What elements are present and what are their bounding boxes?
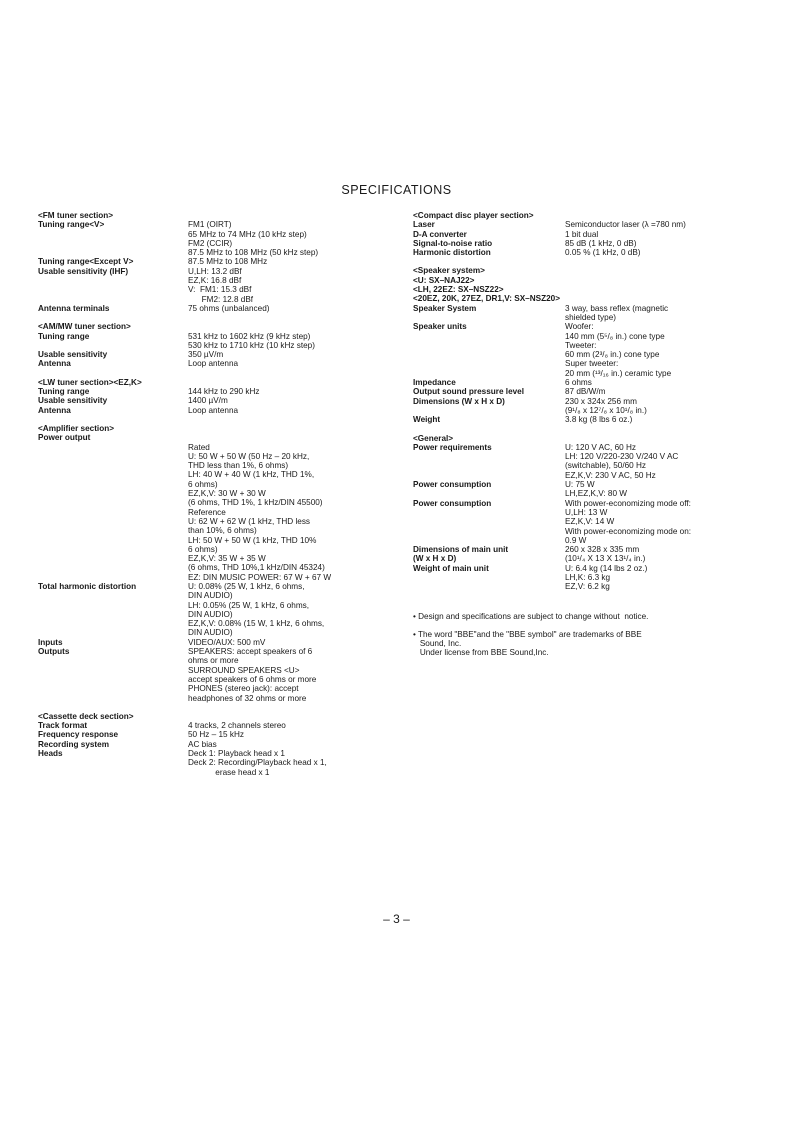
spec-row	[38, 749, 383, 777]
spec-value: U: 50 W + 50 W (50 Hz – 20 kHz,	[188, 451, 310, 461]
spec-row	[413, 322, 758, 378]
spec-row	[413, 387, 758, 396]
spec-value: Reference	[188, 507, 226, 517]
spec-value: LH: 50 W + 50 W (1 kHz, THD 10%	[188, 535, 317, 545]
spec-label-text: Laser	[413, 220, 435, 230]
spec-label-text: Total harmonic distortion	[38, 581, 137, 591]
spec-value: V: FM1: 15.3 dBf	[188, 285, 252, 295]
spec-label-text: Harmonic distortion	[413, 248, 491, 258]
spec-value: 260 x 328 x 335 mm	[565, 545, 640, 555]
spec-label-text: Antenna	[38, 405, 71, 415]
spec-value: EZ,K,V: 230 V AC, 50 Hz	[565, 470, 656, 480]
spec-value: than 10%, 6 ohms)	[188, 526, 257, 536]
spec-values	[188, 220, 383, 257]
spec-label-text: Speaker System	[413, 303, 477, 313]
spec-label-text: Power output	[38, 433, 91, 443]
spec-values	[565, 564, 758, 592]
spec-value: accept speakers of 6 ohms or more	[188, 674, 317, 684]
spec-label-text: Usable sensitivity	[38, 350, 108, 360]
spec-values	[565, 322, 758, 378]
spec-row	[38, 638, 383, 647]
spec-row	[38, 721, 383, 730]
spec-value: With power-economizing mode off:	[565, 498, 691, 508]
spec-value: 3 way, bass reflex (magnetic	[565, 303, 669, 313]
spec-value: 1400 µV/m	[188, 396, 228, 406]
spec-row	[413, 230, 758, 239]
spec-row	[413, 545, 758, 564]
spec-value	[188, 433, 383, 442]
spec-row	[38, 433, 383, 582]
spec-label	[38, 359, 188, 368]
spec-row	[38, 257, 383, 266]
spec-values	[565, 248, 758, 257]
spec-value: FM1 (OIRT)	[188, 220, 232, 230]
spec-label	[413, 248, 565, 257]
spec-value: (10¹/₄ X 13 X 13¹/₄ in.)	[565, 554, 646, 564]
spec-values	[188, 433, 383, 582]
spec-row	[413, 248, 758, 257]
spec-value: 75 ohms (unbalanced)	[188, 303, 270, 313]
spec-values	[188, 267, 383, 304]
spec-value: LH: 0.05% (25 W, 1 kHz, 6 ohms,	[188, 600, 310, 610]
section-subheading: <LH, 22EZ: SX–NSZ22>	[413, 285, 504, 295]
spec-value: 3.8 kg (8 lbs 6 oz.)	[565, 415, 633, 425]
spec-label-text: Usable sensitivity (IHF)	[38, 266, 129, 276]
section-heading: <LW tuner section><EZ,K>	[38, 377, 142, 387]
spec-value: EZ,K,V: 30 W + 30 W	[188, 489, 266, 499]
spec-label	[38, 257, 188, 266]
spec-value: PHONES (stereo jack): accept	[188, 684, 299, 694]
spec-value: 4 tracks, 2 channels stereo	[188, 721, 286, 731]
spec-value: FM2: 12.8 dBf	[188, 294, 254, 304]
spec-label	[413, 564, 565, 592]
spec-label-text: Inputs	[38, 637, 63, 647]
spec-value: EZ,V: 6.2 kg	[565, 582, 610, 592]
spec-value: 87.5 MHz to 108 MHz (50 kHz step)	[188, 248, 319, 258]
spec-value: 6 ohms)	[188, 544, 218, 554]
spec-value: U,LH: 13.2 dBf	[188, 266, 242, 276]
spec-values	[565, 480, 758, 499]
spec-label	[413, 230, 565, 239]
spec-value: VIDEO/AUX: 500 mV	[188, 637, 266, 647]
spec-values	[565, 499, 758, 545]
spec-values	[188, 396, 383, 405]
spec-value: 20 mm (¹³/₁₆ in.) ceramic type	[565, 368, 672, 378]
spec-label-text: Heads	[38, 749, 63, 759]
spec-label	[38, 387, 188, 396]
spec-value: 50 Hz – 15 kHz	[188, 730, 244, 740]
spec-value: U: 62 W + 62 W (1 kHz, THD less	[188, 516, 311, 526]
spec-value: EZ,K,V: 35 W + 35 W	[188, 554, 266, 564]
spec-row	[38, 647, 383, 703]
spec-row	[38, 332, 383, 351]
spec-values	[188, 638, 383, 647]
page-number: – 3 –	[383, 912, 410, 926]
spec-section	[413, 211, 758, 257]
spec-value: EZ,K,V: 0.08% (15 W, 1 kHz, 6 ohms,	[188, 619, 325, 629]
spec-values	[565, 415, 758, 424]
spec-value: headphones of 32 ohms or more	[188, 693, 307, 703]
spec-value: U: 6.4 kg (14 lbs 2 oz.)	[565, 563, 648, 573]
spec-label-text: Track format	[38, 721, 88, 731]
spec-label-text: Tuning range	[38, 387, 90, 397]
spec-value: 1 bit dual	[565, 229, 599, 239]
spec-values	[188, 740, 383, 749]
spec-value: 0.05 % (1 kHz, 0 dB)	[565, 248, 641, 258]
spec-value: 350 µV/m	[188, 350, 224, 360]
spec-values	[188, 332, 383, 351]
spec-label-text: Weight of main unit	[413, 563, 489, 573]
spec-value: U: 120 V AC, 60 Hz	[565, 442, 636, 452]
spec-label-text: Signal-to-noise ratio	[413, 238, 493, 248]
spec-label-text: Speaker units	[413, 322, 467, 332]
spec-label-text: D-A converter	[413, 229, 467, 239]
spec-row	[413, 564, 758, 592]
spec-value: EZ,K: 16.8 dBf	[188, 276, 242, 286]
spec-label	[413, 480, 565, 499]
note-item: • The word "BBE"and the "BBE symbol" are trademarks of BBE Sound, Inc. Under license from BBE Sound,Inc.	[413, 629, 642, 658]
spec-label-text: Weight	[413, 415, 441, 425]
spec-value: (9¹/₈ x 12⁷/₈ x 10¹/₈ in.)	[565, 405, 647, 415]
spec-row	[38, 396, 383, 405]
spec-values	[188, 350, 383, 359]
spec-value: Deck 1: Playback head x 1	[188, 749, 285, 759]
spec-label-text: Recording system	[38, 739, 109, 749]
spec-label	[38, 304, 188, 313]
spec-value: (6 ohms, THD 1%, 1 kHz/DIN 45500)	[188, 498, 323, 508]
spec-values	[188, 304, 383, 313]
spec-row	[38, 387, 383, 396]
section-heading: <General>	[413, 433, 454, 443]
notes	[413, 612, 758, 658]
spec-row	[38, 730, 383, 739]
spec-value: 230 x 324x 256 mm	[565, 396, 637, 406]
spec-row	[413, 415, 758, 424]
right-sections	[413, 211, 758, 592]
spec-value: Super tweeter:	[565, 359, 619, 369]
spec-label	[38, 721, 188, 730]
spec-values	[565, 378, 758, 387]
spec-row	[413, 480, 758, 499]
spec-values	[188, 359, 383, 368]
section-subheading: <U: SX–NAJ22>	[413, 275, 475, 285]
spec-label-text: Tuning range<V>	[38, 220, 105, 230]
spec-label	[413, 378, 565, 387]
spec-value: Loop antenna	[188, 359, 239, 369]
spec-label	[38, 582, 188, 638]
spec-label	[413, 322, 565, 378]
spec-label-text: Usable sensitivity	[38, 396, 108, 406]
spec-label	[38, 638, 188, 647]
spec-row	[413, 499, 758, 545]
spec-value: 530 kHz to 1710 kHz (10 kHz step)	[188, 340, 315, 350]
spec-section	[38, 211, 383, 313]
spec-label	[413, 545, 565, 564]
spec-value: LH,EZ,K,V: 80 W	[565, 489, 628, 499]
section-heading: <Compact disc player section>	[413, 211, 534, 220]
spec-row	[38, 304, 383, 313]
spec-value: Loop antenna	[188, 405, 239, 415]
spec-row	[38, 220, 383, 257]
spec-row	[413, 304, 758, 323]
spec-value: 6 ohms	[565, 378, 592, 388]
spec-values	[565, 239, 758, 248]
spec-value: (6 ohms, THD 10%,1 kHz/DIN 45324)	[188, 563, 325, 573]
spec-value: FM2 (CCIR)	[188, 238, 233, 248]
spec-label	[38, 740, 188, 749]
spec-values	[565, 443, 758, 480]
spec-value: Deck 2: Recording/Playback head x 1,	[188, 758, 327, 768]
spec-value: 144 kHz to 290 kHz	[188, 387, 260, 397]
spec-value: 0.9 W	[565, 535, 587, 545]
spec-row	[38, 267, 383, 304]
spec-section	[38, 712, 383, 777]
spec-row	[38, 582, 383, 638]
spec-label	[413, 499, 565, 545]
spec-label	[38, 220, 188, 257]
section-heading: <AM/MW tuner section>	[38, 322, 131, 332]
spec-value: LH: 120 V/220-230 V/240 V AC	[565, 452, 679, 462]
section-heading: <FM tuner section>	[38, 211, 114, 220]
spec-label-text: Frequency response	[38, 730, 119, 740]
spec-label	[413, 220, 565, 229]
spec-row	[38, 740, 383, 749]
spec-value: Woofer:	[565, 322, 594, 332]
spec-value: 85 dB (1 kHz, 0 dB)	[565, 238, 637, 248]
spec-label-text: Tuning range	[38, 331, 90, 341]
spec-value: U: 75 W	[565, 480, 595, 490]
spec-label-text: Antenna terminals	[38, 303, 110, 313]
spec-value: U,LH: 13 W	[565, 507, 608, 517]
spec-values	[188, 647, 383, 703]
spec-row	[413, 443, 758, 480]
spec-section	[38, 322, 383, 368]
spec-label-text: Tuning range<Except V>	[38, 257, 134, 267]
spec-value: 87.5 MHz to 108 MHz	[188, 257, 268, 267]
spec-row	[413, 239, 758, 248]
spec-values	[565, 304, 758, 323]
spec-label-text: Power requirements	[413, 442, 492, 452]
spec-label	[38, 406, 188, 415]
right-column	[413, 211, 758, 667]
spec-label-text: Outputs	[38, 647, 70, 657]
spec-label	[38, 350, 188, 359]
spec-value: DIN AUDIO)	[188, 591, 233, 601]
left-column	[38, 211, 383, 786]
spec-section	[413, 266, 758, 424]
spec-value: Rated	[188, 442, 210, 452]
spec-values	[188, 749, 383, 777]
spec-label	[38, 396, 188, 405]
spec-value: EZ,K,V: 14 W	[565, 517, 615, 527]
spec-row	[413, 378, 758, 387]
spec-label	[413, 304, 565, 323]
spec-label-text: Dimensions of main unit	[413, 545, 509, 555]
spec-label-text: Impedance	[413, 378, 456, 388]
spec-value: shielded type)	[565, 312, 616, 322]
spec-value: With power-economizing mode on:	[565, 526, 692, 536]
spec-section	[413, 434, 758, 592]
spec-label	[413, 387, 565, 396]
spec-label	[38, 749, 188, 777]
spec-value: DIN AUDIO)	[188, 628, 233, 638]
spec-value: EZ: DIN MUSIC POWER: 67 W + 67 W	[188, 572, 332, 582]
spec-value: (switchable), 50/60 Hz	[565, 461, 646, 471]
spec-values	[188, 730, 383, 739]
spec-value: 60 mm (2³/₈ in.) cone type	[565, 350, 660, 360]
spec-label	[38, 332, 188, 351]
spec-value: THD less than 1%, 6 ohms)	[188, 461, 289, 471]
spec-label-text: Antenna	[38, 359, 71, 369]
spec-value: SURROUND SPEAKERS <U>	[188, 665, 300, 675]
spec-value: AC bias	[188, 739, 217, 749]
spec-value: Tweeter:	[565, 340, 597, 350]
spec-values	[565, 220, 758, 229]
spec-value: LH: 40 W + 40 W (1 kHz, THD 1%,	[188, 470, 315, 480]
spec-values	[565, 545, 758, 564]
spec-value: 65 MHz to 74 MHz (10 kHz step)	[188, 229, 307, 239]
spec-values	[565, 387, 758, 396]
spec-values	[565, 397, 758, 416]
section-heading: <Amplifier section>	[38, 423, 114, 433]
spec-value: erase head x 1	[188, 767, 270, 777]
spec-row	[38, 359, 383, 368]
spec-label-text: Power consumption	[413, 498, 492, 508]
spec-values	[188, 257, 383, 266]
spec-label	[38, 267, 188, 304]
spec-values	[188, 582, 383, 638]
spec-value: 531 kHz to 1602 kHz (9 kHz step)	[188, 331, 311, 341]
spec-section	[38, 424, 383, 703]
spec-value: ohms or more	[188, 656, 239, 666]
page-title: SPECIFICATIONS	[341, 183, 452, 197]
spec-row	[38, 350, 383, 359]
spec-label	[413, 239, 565, 248]
spec-value: Semiconductor laser (λ =780 nm)	[565, 220, 686, 230]
spec-value: DIN AUDIO)	[188, 609, 233, 619]
spec-values	[188, 387, 383, 396]
spec-section	[38, 378, 383, 415]
spec-value: SPEAKERS: accept speakers of 6	[188, 647, 313, 657]
spec-label-text: Dimensions (W x H x D)	[413, 396, 505, 406]
spec-row	[413, 220, 758, 229]
spec-label-text: (W x H x D)	[413, 554, 457, 564]
spec-value: 140 mm (5⁵/₈ in.) cone type	[565, 331, 665, 341]
spec-value: 87 dB/W/m	[565, 387, 606, 397]
spec-row	[413, 397, 758, 416]
spec-label-text: Power consumption	[413, 480, 492, 490]
spec-label	[413, 415, 565, 424]
spec-values	[188, 721, 383, 730]
spec-values	[565, 230, 758, 239]
spec-label	[413, 443, 565, 480]
spec-label	[38, 433, 188, 582]
section-heading: <Speaker system>	[413, 266, 485, 276]
spec-row	[38, 406, 383, 415]
spec-value: LH,K: 6.3 kg	[565, 572, 611, 582]
section-heading: <Cassette deck section>	[38, 711, 134, 721]
spec-label	[413, 397, 565, 416]
note-item: • Design and specifications are subject to change without notice.	[413, 611, 649, 621]
section-subheading: <20EZ, 20K, 27EZ, DR1,V: SX–NSZ20>	[413, 294, 560, 304]
spec-values	[188, 406, 383, 415]
spec-value: U: 0.08% (25 W, 1 kHz, 6 ohms,	[188, 581, 305, 591]
spec-label	[38, 647, 188, 703]
spec-label	[38, 730, 188, 739]
spec-label-text: Output sound pressure level	[413, 387, 525, 397]
spec-value: 6 ohms)	[188, 479, 218, 489]
